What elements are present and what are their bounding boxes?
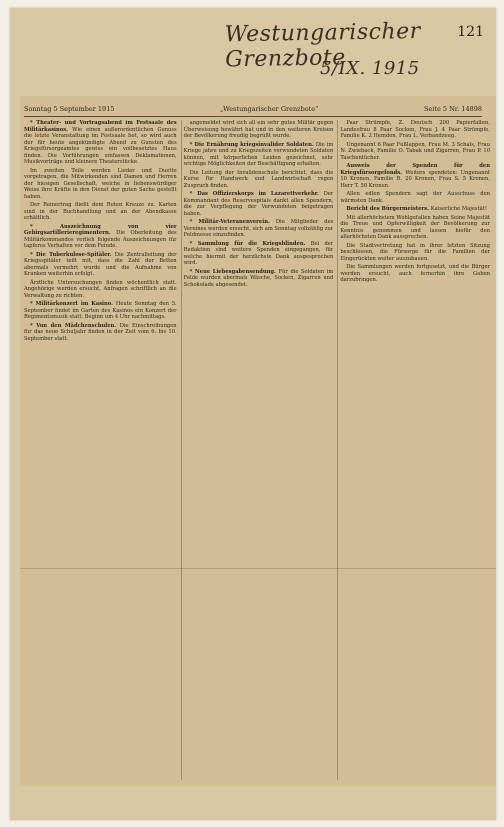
article-paragraph <box>184 269 334 289</box>
article-heading: Bericht des Bürgermeisters. <box>346 206 431 212</box>
article-text: Die Leitung der Invalidenschule berichtet, dass die Kurse für Handwerk und Landwirtschaft regen Zuspruch finden. <box>183 169 334 189</box>
article-text: Der Kommandant des Reservespitals dankt allen Spendern, die zur Verpflegung der Verwundeten beigetragen haben. <box>183 191 334 217</box>
article-paragraph <box>184 142 334 168</box>
article-paragraph <box>184 241 334 267</box>
article-paragraph <box>24 202 177 222</box>
article-text: Weiters spendeten: Ungenannt 10 Kronen, Familie R. 20 Kronen, Frau S. 5 Kronen, Herr T. 50 Kronen. <box>340 169 490 189</box>
article-heading: * Auszeichnung von vier Gebirgsartillerieregimentern. <box>24 223 177 236</box>
article-text: Die Einschreibungen für das neue Schuljahr finden in der Zeit vom 6. bis 10. September statt. <box>24 322 177 342</box>
column-2 <box>181 120 334 780</box>
article-text: Wie einen außerordentlichen Genuss die letzte Veranstaltung im Festsaale bot, so wird auch der für heute angekündigte Abend zu Gunsten des Kriegsfürsorgeamtes gewiss ein vollbesetztes Haus finden. Die Vorführungen umfassen Deklamationen, Musikvorträge und kleinere Theaterstücke. <box>24 126 177 165</box>
article-paragraph <box>24 280 177 300</box>
article-text: Allen edlen Spendern sagt der Ausschuss den wärmsten Dank. <box>340 191 490 204</box>
article-heading: * Militär-Veteranenverein. <box>189 219 276 225</box>
article-heading: Ausweis der Spenden für den Kriegsfürsorgefonds. <box>340 163 490 176</box>
article-paragraph <box>340 191 490 204</box>
article-paragraph <box>340 264 490 284</box>
article-columns <box>24 120 490 780</box>
page-number: 121 <box>457 24 484 40</box>
header-page: Seite 5 Nr. 14898 <box>423 105 482 113</box>
article-paragraph <box>24 252 177 278</box>
article-paragraph <box>24 168 177 201</box>
article-text: Der Reinertrag fließt dem Roten Kreuze zu. Karten sind in der Buchhandlung und an der Abendkasse erhältlich. <box>24 202 177 221</box>
article-text: Mit allerhöchstem Wohlgefallen haben Seine Majestät die Treue und Opferwilligkeit der Bevölkerung zur Kenntnis genommen und lassen hiefür den allerhöchsten Dank aussprechen. <box>340 214 490 240</box>
article-text: Die im Kriege jahre und zu Kriegszeiten verwundeten Soldaten können, mit körperlichen Leiden gezeichnet, sehr wichtige Möglichkeiten der Beschäftigung erhalten. <box>183 141 334 167</box>
article-paragraph <box>184 170 334 190</box>
handwritten-date: 5/IX. 1915 <box>320 58 420 79</box>
clipping-sheet <box>10 8 496 820</box>
article-text: Ärztliche Untersuchungen finden wöchentlich statt. Angehörige werden ersucht, Anfragen schriftlich an die Verwaltung zu richten. <box>24 279 177 299</box>
article-text: angemeldet wird sich all ein sehr gutes Militär gegen Überweisung bewährt hat und in den weiteren Kreisen der Bevölkerung freudig begrüßt wurde. <box>183 120 334 139</box>
article-text: Kaiserliche Majestät! <box>430 206 487 212</box>
article-text: Die Mitglieder des Vereines werden ersucht, sich am Sonntag vollzählig zur Feldmesse einzufinden. <box>183 219 334 238</box>
article-paragraph <box>340 163 490 189</box>
article-paragraph <box>184 219 334 239</box>
article-text: Ungenannt 6 Paar Fußlappen, Frau M. 3 Schals, Frau N. Zwieback, Familie O. Tabak und Zigarren, Frau P. 10 Taschentücher. <box>340 141 490 161</box>
article-paragraph <box>184 120 334 140</box>
article-heading: * Das Offizierskorps im Lazarettverkehr. <box>189 191 324 197</box>
article-paragraph <box>340 142 490 162</box>
fold-line <box>20 568 496 569</box>
article-paragraph <box>340 215 490 241</box>
article-text: Die Oberleitung des Militärkommandos verlieh folgende Auszeichnungen für tapferes Verhalten vor dem Feinde. <box>24 230 177 249</box>
article-heading: * Sammlung für die Kriegsblinden. <box>189 240 311 247</box>
header-title: „Westungarischer Grenzbote“ <box>219 105 319 113</box>
article-paragraph <box>340 120 490 140</box>
article-paragraph <box>24 224 177 250</box>
article-heading: * Die Ernährung kriegsinvalider Soldaten. <box>189 141 316 148</box>
header-date: Sonntag 5 September 1915 <box>24 105 115 113</box>
newspaper-header <box>24 102 482 117</box>
article-heading: * Von den Mädchenschulen. <box>30 322 120 329</box>
article-heading: * Neue Liebesgabensendung. <box>189 268 279 275</box>
article-heading: * Militärkonzert im Kasino. <box>30 301 116 307</box>
column-3 <box>337 120 490 780</box>
article-text: Für die Soldaten im Felde wurden abermals Wäsche, Socken, Zigarren und Schokolade abgesendet. <box>183 268 334 288</box>
article-text: Im zweiten Teile werden Lieder und Duette vorgetragen, die Mitwirkenden sind Damen und Herren der hiesigen Gesellschaft, welche in liebenswürdiger Weise ihre Kräfte in den Dienst der guten Sache gestellt haben. <box>24 167 177 200</box>
article-text: Paar Strümpfe, Z. Deutsch 200 Papierfalten, Landesfrau 8 Paar Socken, Frau J. 4 Paar Strümpfe, Familie K. 2 Hemden, Frau L. Verbandzeug. <box>340 120 490 139</box>
article-text: Die Stadtvertretung hat in ihrer letzten Sitzung beschlossen, die Fürsorge für die Familien der Eingerückten weiter auszubauen. <box>340 242 490 262</box>
article-text: Die Zentralleitung der Kriegsspitäler teilt mit, dass die Zahl der Betten abermals vermehrt wurde und die Aufnahme von Kranken weiterhin erfolgt. <box>24 251 177 277</box>
column-1 <box>24 120 177 780</box>
article-paragraph <box>340 243 490 263</box>
article-text: Bei der Redaktion sind weitere Spenden eingegangen, für welche hiermit der herzlichste Dank ausgesprochen wird. <box>183 240 334 266</box>
article-paragraph <box>24 323 177 343</box>
article-text: Heute Sonntag den 5. September findet im Garten des Kasinos ein Konzert der Regimentsmusik statt. Beginn um 4 Uhr nachmittags. <box>24 301 177 320</box>
article-paragraph <box>24 120 177 166</box>
article-paragraph <box>184 191 334 217</box>
handwritten-title: Westungarischer Grenzbote <box>224 18 421 73</box>
article-paragraph <box>24 301 177 321</box>
article-heading: * Die Tuberkulose-Spitäler. <box>30 251 115 258</box>
article-heading: * Theater- und Vortragsabend im Festsaale des Militärkasinos. <box>24 120 177 133</box>
article-paragraph <box>340 206 490 213</box>
article-text: Die Sammlungen werden fortgesetzt, und die Bürger werden ersucht, auch fernerhin ihre Gaben darzubringen. <box>340 264 490 283</box>
